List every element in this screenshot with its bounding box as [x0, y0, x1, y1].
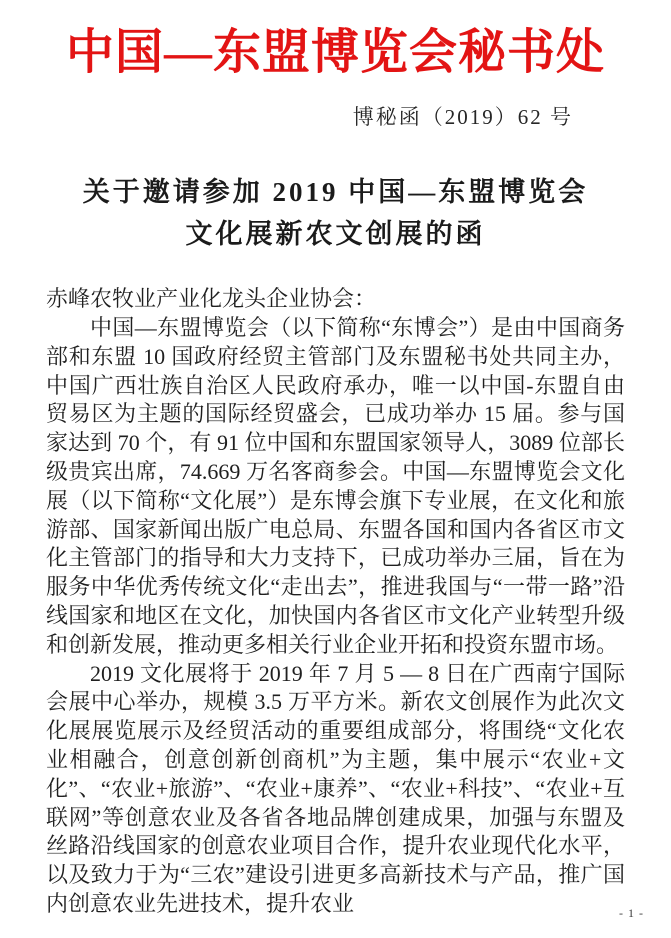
paragraph-2: 2019 文化展将于 2019 年 7 月 5 — 8 日在广西南宁国际会展中心举办，规模 3.5 万平方米。新农文创展作为此次文化展展览展示及经贸活动的重要组成部分，将围绕“文化农业相融合，创意创新创商机”为主题，集中展示“农业+文化”、“农业+旅游”、“农业+康养”、“农业+科技”、“农业+互联网”等创意农业及各省各地品牌创建成果，加强与东盟及丝路沿线国家的创意农业项目合作，提升农业现代化水平，以及致力于为“三农”建设引进更多高新技术与产品，推广国内创意农业先进技术，提升农业	[46, 660, 625, 916]
addressee: 赤峰农牧业产业化龙头企业协会：	[46, 286, 377, 312]
paragraph-1: 中国—东盟博览会（以下简称“东博会”）是由中国商务部和东盟 10 国政府经贸主管部门及东盟秘书处共同主办，中国广西壮族自治区人民政府承办，唯一以中国-东盟自由贸易区为主题的国际经贸盛会，已成功举办 15 届。参与国家达到 70 个，有 91 位中国和东盟国家领导人，3089 位部长级贵宾出席，74.669 万名客商参会。中国—东盟博览会文化展（以下简称“文化展”）是东博会旗下专业展，在文化和旅游部、国家新闻出版广电总局、东盟各国和国内各省区市文化主管部门的指导和大力支持下，已成功举办三届，旨在为服务中华优秀传统文化“走出去”，推进我国与“一带一路”沿线国家和地区在文化，加快国内各省区市文化产业转型升级和创新发展，推动更多相关行业企业开拓和投资东盟市场。	[46, 314, 625, 657]
letterhead-title: 中国—东盟博览会秘书处	[65, 26, 605, 79]
page-number: - 1 -	[619, 906, 644, 920]
letter-title-line-2: 文化展新农文创展的函	[185, 219, 486, 250]
letter-body	[0, 285, 671, 919]
letter-title	[0, 171, 671, 255]
letter-title-line-1: 关于邀请参加 2019 中国—东盟博览会	[82, 177, 589, 208]
document-number: 博秘函（2019）62 号	[352, 105, 573, 130]
